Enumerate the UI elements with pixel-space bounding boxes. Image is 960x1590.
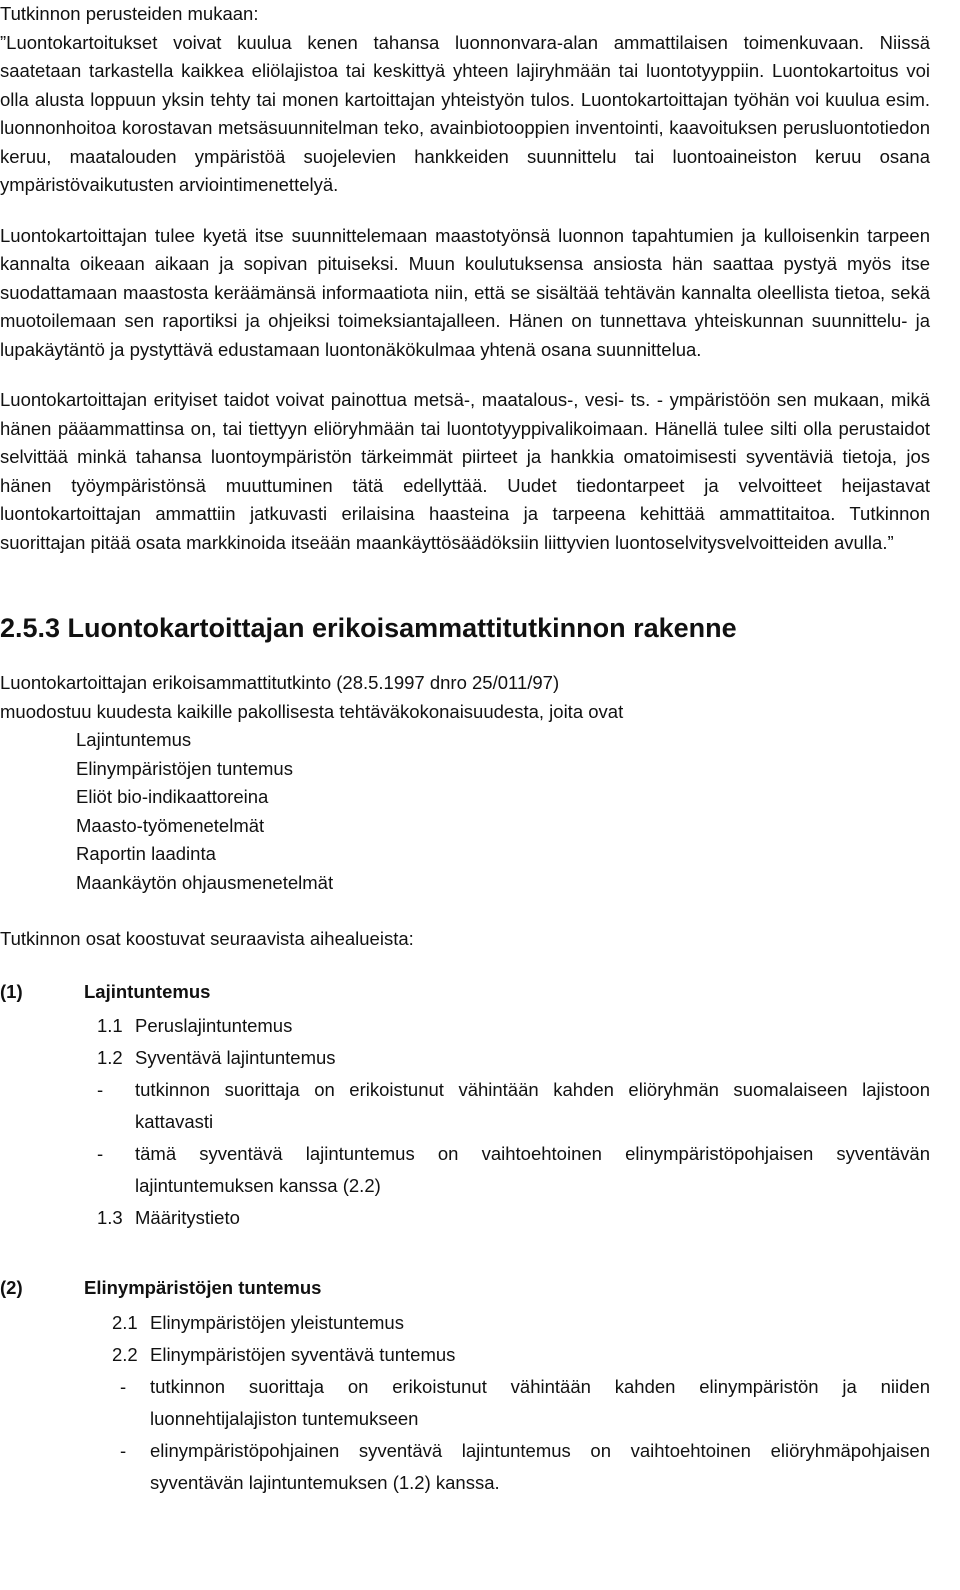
bullet-text: tutkinnon suorittaja on erikoistunut vähintään kahden elinympäristön ja niiden luonnehtijalajiston tuntemukseen	[150, 1375, 930, 1429]
section-heading: 2.5.3 Luontokartoittajan erikoisammattitutkinnon rakenne	[0, 613, 737, 643]
list-item: Maasto-työmenetelmät	[76, 814, 265, 836]
subsection	[97, 1010, 930, 1042]
section-title	[0, 1274, 930, 1303]
bullet-dash: -	[120, 1439, 127, 1461]
bullet-item	[97, 1074, 930, 1138]
subsection	[97, 1202, 930, 1234]
subsection	[97, 1042, 930, 1074]
bullet-text: elinympäristöpohjainen syventävä lajintuntemus on vaihtoehtoinen eliöryhmäpohjaisen syventävän lajintuntemuksen (1.2) kanssa.	[150, 1439, 930, 1493]
subsection-number: 1.1	[97, 1015, 123, 1036]
section-title	[0, 978, 930, 1007]
quote-paragraph: ”Luontokartoitukset voivat kuulua kenen tahansa luonnonvara-alan ammattilaisen toimenkuvaan. Niissä saatetaan tarkastella kaikkea eliölajistoa tai keskittyä yhteen lajiryhmään tai luontotyyppiin. Luontokartoitus voi olla alusta loppuun yksin tehty tai monen kartoittajan yhteistyön tulos. Luontokartoittajan työhän voi kuulua esim. luonnonhoitoa korostavan metsäsuunnitelman teko, avainbiotooppien inventointi, kaavoituksen perusluontotiedon keruu, maatalouden ympäristöä suojelevien hankkeiden suunnittelu tai luontoaineiston keruu osana ympäristövaikutusten arviointimenettelyä.	[0, 31, 930, 195]
bullet-dash: -	[97, 1079, 104, 1100]
intro-line: Luontokartoittajan erikoisammattitutkinto (28.5.1997 dnro 25/011/97)	[0, 672, 560, 693]
subsection	[112, 1339, 930, 1371]
bullet-item	[120, 1371, 930, 1435]
list-item: Lajintuntemus	[76, 729, 192, 750]
subsection-text: Peruslajintuntemus	[135, 1015, 293, 1036]
subsection-text: Elinympäristöjen syventävä tuntemus	[150, 1343, 456, 1365]
list-item: Raportin laadinta	[76, 843, 216, 864]
subsection-number: 2.1	[112, 1311, 138, 1333]
task-list	[76, 726, 930, 897]
bullet-dash: -	[120, 1375, 127, 1397]
bullet-dash: -	[97, 1143, 104, 1164]
bullet-text: tämä syventävä lajintuntemus on vaihtoehtoinen elinympäristöpohjaisen syventävän lajintuntemuksen kanssa (2.2)	[135, 1143, 930, 1196]
bullet-item	[97, 1138, 930, 1202]
list-item: Maankäytön ohjausmenetelmät	[76, 871, 334, 893]
subsection-number: 1.3	[97, 1207, 123, 1228]
section-title-text: Lajintuntemus	[84, 980, 211, 1002]
subsection-text: Syventävä lajintuntemus	[135, 1047, 336, 1068]
subjects-lead: Tutkinnon osat koostuvat seuraavista aihealueista:	[0, 928, 414, 949]
intro-line: muodostuu kuudesta kaikille pakollisesta tehtäväkokonaisuudesta, joita ovat	[0, 700, 624, 722]
subject-section-2	[0, 1274, 930, 1499]
subsection-number: 2.2	[112, 1343, 138, 1365]
section-number: (2)	[0, 1277, 23, 1298]
subject-section-1	[0, 978, 930, 1235]
subsection-text: Elinympäristöjen yleistuntemus	[150, 1311, 404, 1333]
section-number: (1)	[0, 980, 23, 1002]
subsection-text: Määritystieto	[135, 1207, 240, 1228]
subsection-number: 1.2	[97, 1047, 123, 1068]
section-title-text: Elinympäristöjen tuntemus	[84, 1277, 322, 1298]
quote-lead: Tutkinnon perusteiden mukaan:	[0, 3, 259, 24]
list-item: Elinympäristöjen tuntemus	[76, 757, 293, 779]
quote-paragraph: Luontokartoittajan erityiset taidot voivat painottua metsä-, maatalous-, vesi- ts. - ympäristöön sen mukaan, mikä hänen pääammattinsa on, tai tiettyyn eliöryhmään tai luontotyyppivalikoimaan. Hänellä tulee silti olla perustaidot selvittää minkä tahansa luontoympäristön tärkeimmät piirteet ja hankkia omatoimisesti syventäviä tietoja, jos hänen työympäristönsä muuttuminen tätä edellyttää. Uudet tiedontarpeet ja velvoitteet heijastavat luontokartoittajan ammattiin jatkuvasti erilaisina haasteina ja tarpeena kehittää ammattitaitoa. Tutkinnon suorittajan pitää osata markkinoida itseään maankäyttösäädöksiin liittyvien luontoselvitysvelvoitteiden avulla.”	[0, 389, 930, 553]
subsection	[112, 1307, 930, 1339]
list-item: Eliöt bio-indikaattoreina	[76, 786, 269, 807]
bullet-text: tutkinnon suorittaja on erikoistunut vähintään kahden eliöryhmän suomalaiseen lajistoon kattavasti	[135, 1079, 930, 1132]
quote-paragraph: Luontokartoittajan tulee kyetä itse suunnittelemaan maastotyönsä luonnon tapahtumien ja kulloisenkin tarpeen kannalta oikeaan aikaan ja sopivan pituiseksi. Muun koulutuksensa ansiosta hän saattaa pystyä myös itse suodattamaan maastosta keräämänsä informaatiota niin, että se sisältää tehtävän kannalta oleellista tietoa, sekä muotoilemaan sen raportiksi ja ohjeiksi toimeksiantajalleen. Hänen on tunnettava yhteiskunnan suunnittelu- ja lupakäytäntö ja pystyttävä edustamaan luontonäkökulmaa yhtenä osana suunnittelua.	[0, 224, 930, 360]
bullet-item	[120, 1435, 930, 1499]
